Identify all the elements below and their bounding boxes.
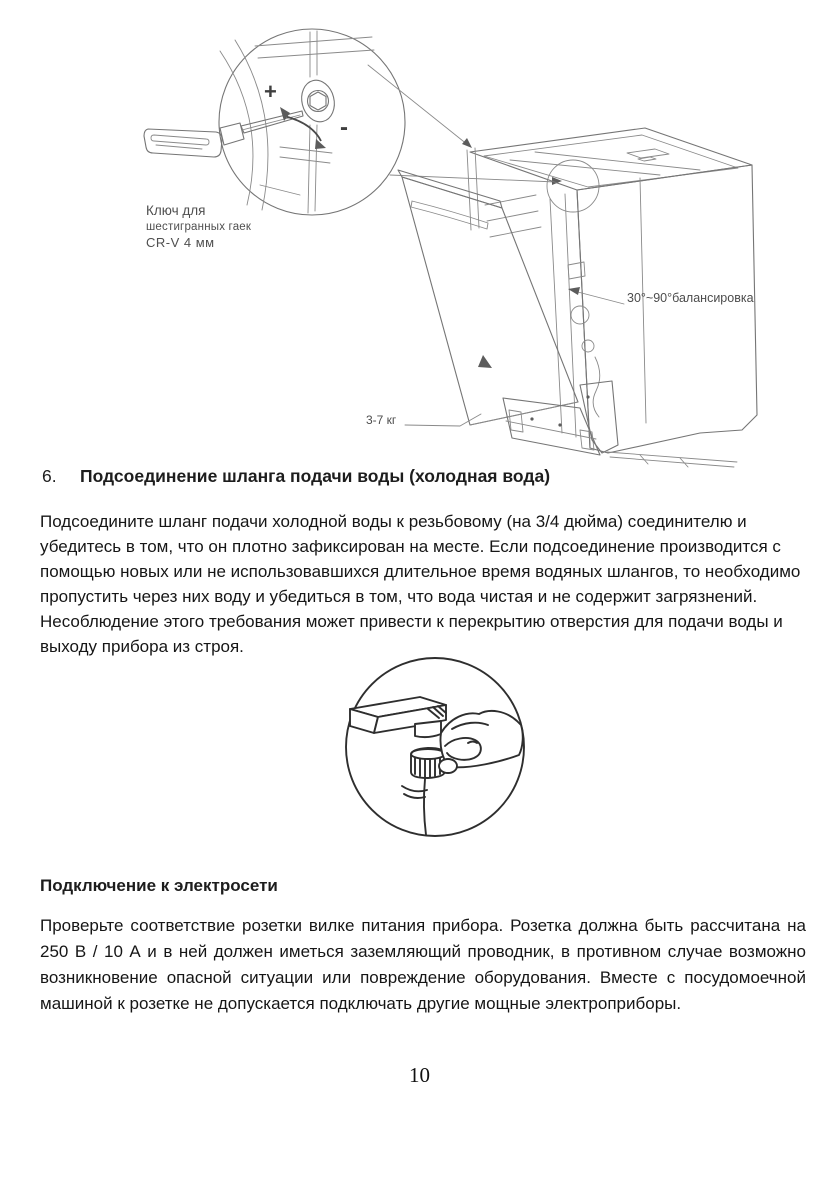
- section-number: 6.: [42, 466, 57, 486]
- section-power-heading: Подключение к электросети: [40, 876, 278, 895]
- magnifier-detail-circle: [219, 29, 405, 215]
- section-power-paragraph: Проверьте соответствие розетки вилке питания прибора. Розетка должна быть рассчитана на 250 В / 10 А и в ней должен иметься заземляющий проводник, в противном случае возможно возникновение опасной ситуации или повреждение оборудования. Вместе с посудомоечной машиной к розетке не допускается подключать другие мощные электроприборы.: [40, 916, 806, 1013]
- hex-key-callout: [146, 203, 251, 251]
- magnifier-leader-lines: [368, 65, 599, 212]
- dishwasher-door-panel: [398, 170, 578, 425]
- faucet-icon: [350, 697, 446, 737]
- balance-label: 30°~90°балансировка: [627, 291, 754, 305]
- hinge-bracket: [503, 381, 618, 455]
- hex-key-callout-line1: Ключ для: [146, 203, 206, 218]
- minus-sign: -: [340, 114, 348, 141]
- faucet-connection-illustration: [340, 655, 540, 847]
- hose-nut-icon: [402, 748, 445, 835]
- hand-icon: [439, 711, 523, 773]
- page-number: 10: [409, 1063, 430, 1087]
- hex-key-callout-line3: CR-V 4 мм: [146, 235, 215, 250]
- plus-sign: +: [264, 79, 277, 104]
- hex-key-callout-line2: шестигранных гаек: [146, 221, 252, 233]
- weight-label: 3-7 кг: [366, 413, 397, 427]
- hex-nut-icon: [297, 77, 338, 125]
- section-water-title: Подсоединение шланга подачи воды (холодная вода): [80, 466, 551, 486]
- section-water-paragraph: Подсоедините шланг подачи холодной воды к резьбовому (на 3/4 дюйма) соединителю и убедитесь в том, что он плотно зафиксирован на месте. Если подсоединение производится с помощью новых или не использовавшихся длительное время водяных шлангов, то необходимо пропустить через них воду и убедиться в том, что вода чистая и не содержит загрязнений. Несоблюдение этого требования может привести к перекрытию отверстия для подачи воды и выходу прибора из строя.: [40, 512, 801, 656]
- faucet-figure: [340, 655, 540, 847]
- balance-leader-line: [568, 287, 624, 304]
